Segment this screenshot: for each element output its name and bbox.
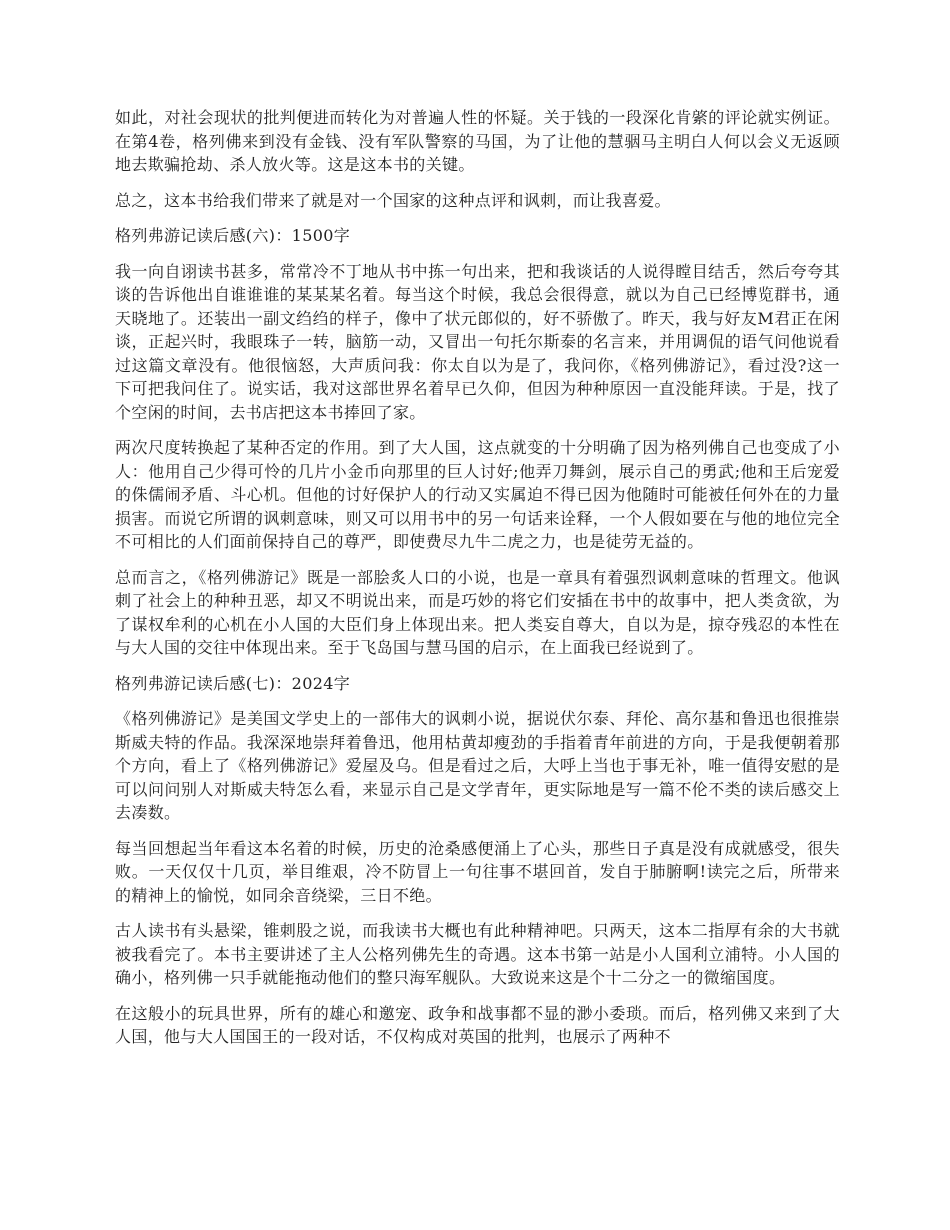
paragraph: 《格列佛游记》是美国文学史上的一部伟大的讽刺小说，据说伏尔泰、拜伦、高尔基和鲁迅也很推崇斯威夫特的作品。我深深地崇拜着鲁迅，他用枯黄却瘦劲的手指着青年前进的方向，于是我便朝着那个方向，看上了《格列佛游记》爱屋及乌。但是看过之后，大呼上当也于事无补，唯一值得安慰的是可以问问别人对斯威夫特怎么看，来显示自己是文学青年，更实际地是写一篇不伦不类的读后感交上去凑数。 [115, 709, 840, 822]
paragraph: 我一向自诩读书甚多，常常冷不丁地从书中拣一句出来，把和我谈话的人说得瞠目结舌，然后夸夸其谈的告诉他出自谁谁谁的某某某名着。每当这个时候，我总会很得意，就以为自己已经博览群书，通天晓地了。还装出一副文绉绉的样子，像中了状元郎似的，好不骄傲了。昨天，我与好友M君正在闲谈，正起兴时，我眼珠子一转，脑筋一动，又冒出一句托尔斯泰的名言来，并用调侃的语气问他说看过这篇文章没有。他很恼怒，大声质问我：你太自以为是了，我问你，《格列佛游记》，看过没?这一下可把我问住了。说实话，我对这部世界名着早已久仰，但因为种种原因一直没能拜读。于是，找了个空闲的时间，去书店把这本书捧回了家。 [115, 261, 840, 422]
paragraph: 古人读书有头悬梁，锥刺股之说，而我读书大概也有此种精神吧。只两天，这本二指厚有余的大书就被我看完了。本书主要讲述了主人公格列佛先生的奇遇。这本书第一站是小人国利立浦特。小人国的确小，格列佛一只手就能拖动他们的整只海军舰队。大致说来这是个十二分之一的微缩国度。 [115, 921, 840, 987]
paragraph: 两次尺度转换起了某种否定的作用。到了大人国，这点就变的十分明确了因为格列佛自己也变成了小人：他用自己少得可怜的几片小金币向那里的巨人讨好;他弄刀舞剑，展示自己的勇武;他和王后宠爱的侏儒闹矛盾、斗心机。但他的讨好保护人的行动又实属迫不得已因为他随时可能被任何外在的力量损害。而说它所谓的讽刺意味，则又可以用书中的另一句话来诠释，一个人假如要在与他的地位完全不可相比的人们面前保持自己的尊严，即使费尽九牛二虎之力，也是徒劳无益的。 [115, 438, 840, 551]
paragraph: 每当回想起当年看这本名着的时候，历史的沧桑感便涌上了心头，那些日子真是没有成就感受，很失败。一天仅仅十几页，举目维艰，冷不防冒上一句往事不堪回首，发自于肺腑啊!读完之后，所带来的精神上的愉悦，如同余音绕梁，三日不绝。 [115, 838, 840, 905]
document-body [115, 106, 840, 1061]
section-heading: 格列弗游记读后感(六)：1500字 [115, 226, 351, 245]
paragraph: 总之，这本书给我们带来了就是对一个国家的这种点评和讽刺，而让我喜爱。 [115, 190, 671, 210]
paragraph: 在这般小的玩具世界，所有的雄心和邀宠、政争和战事都不显的渺小委琐。而后，格列佛又来到了大人国，他与大人国国王的一段对话，不仅构成对英国的批判，也展示了两种不 [115, 1003, 840, 1046]
paragraph: 如此，对社会现状的批判便进而转化为对普遍人性的怀疑。关于钱的一段深化肯綮的评论就实例证。在第4卷，格列佛来到没有金钱、没有军队警察的马国，为了让他的慧骃马主明白人何以会义无返顾地去欺骗抢劫、杀人放火等。这是这本书的关键。 [115, 108, 840, 174]
paragraph: 总而言之，《格列佛游记》既是一部脍炙人口的小说，也是一章具有着强烈讽刺意味的哲理文。他讽刺了社会上的种种丑恶，却又不明说出来，而是巧妙的将它们安插在书中的故事中，把人类贪欲，为了谋权牟利的心机在小人国的大臣们身上体现出来。把人类妄自尊大，自以为是，掠夺残忍的本性在与大人国的交往中体现出来。至于飞岛国与慧马国的启示，在上面我已经说到了。 [115, 567, 840, 657]
section-heading: 格列弗游记读后感(七)：2024字 [115, 673, 351, 693]
